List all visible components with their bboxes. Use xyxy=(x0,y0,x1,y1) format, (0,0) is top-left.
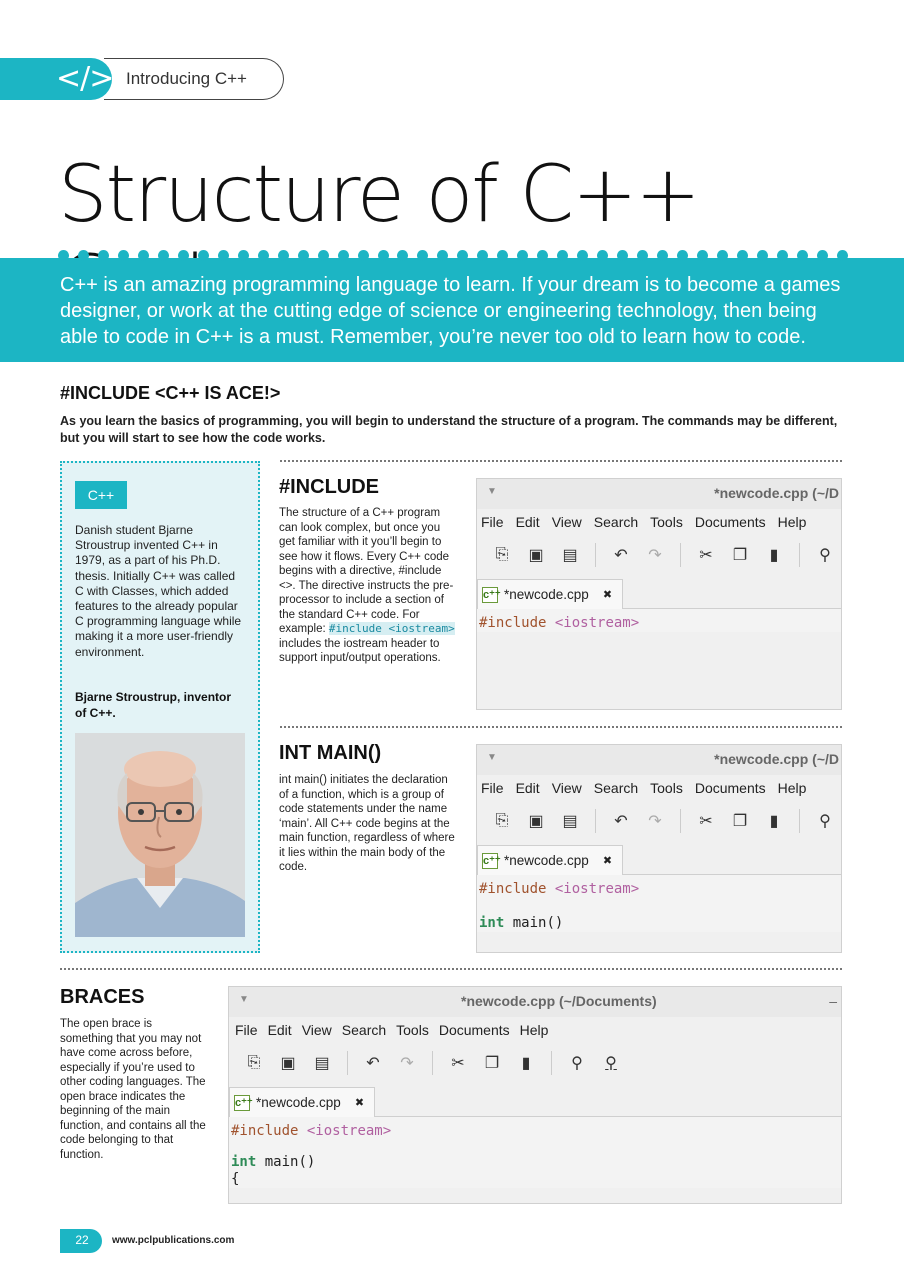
open-icon[interactable]: ▣ xyxy=(528,547,544,564)
open-icon[interactable]: ▣ xyxy=(280,1055,296,1072)
section-intro: As you learn the basics of programming, you will begin to understand the structure of a program. The commands may be different, but you will start to see how the code works. xyxy=(60,414,838,445)
copy-icon[interactable]: ❐ xyxy=(484,1055,500,1072)
menu-bar xyxy=(229,1017,841,1043)
menu-bar xyxy=(477,775,841,801)
save-icon[interactable]: ▤ xyxy=(314,1055,330,1072)
menu-file[interactable]: File xyxy=(481,780,504,796)
include-code-highlight: #include <iostream> xyxy=(328,622,455,635)
editor-window-main xyxy=(476,744,842,953)
undo-icon[interactable]: ↶ xyxy=(614,547,628,564)
menu-view[interactable]: View xyxy=(551,514,582,530)
close-icon[interactable]: ✖ xyxy=(602,589,613,601)
divider xyxy=(60,968,842,970)
menu-edit[interactable]: Edit xyxy=(515,780,540,796)
file-tab[interactable] xyxy=(477,845,623,875)
cpp-file-icon: c⁺⁺ xyxy=(483,588,501,601)
menu-help[interactable]: Help xyxy=(519,1022,549,1038)
file-tab[interactable] xyxy=(229,1087,375,1117)
new-document-icon[interactable]: ⎘ xyxy=(247,1054,261,1071)
search-icon[interactable]: ⚲ xyxy=(819,547,831,564)
section-label: Introducing C++ xyxy=(126,69,247,88)
menu-documents[interactable]: Documents xyxy=(438,1022,510,1038)
braces-text: The open brace is something that you may not have come across before, especially if you’re used to other coding languages. The open brace indicates the beginning of the main function, and contains all the code belonging to that function. xyxy=(60,1018,206,1161)
banner-dots xyxy=(58,250,848,264)
tab-label: *newcode.cpp xyxy=(504,853,589,868)
menu-file[interactable]: File xyxy=(481,514,504,530)
redo-icon[interactable]: ↷ xyxy=(400,1055,414,1072)
menu-search[interactable]: Search xyxy=(341,1022,387,1038)
editor-window-braces xyxy=(228,986,842,1204)
page-number: 22 xyxy=(75,1233,89,1247)
main-text: int main() initiates the declaration of a function, which is a group of code statements under the name ‘main’. All C++ code begins at the main function, regardless of where it lies within the main body of the code. xyxy=(279,774,455,873)
menu-view[interactable]: View xyxy=(301,1022,332,1038)
paste-icon[interactable]: ▮ xyxy=(521,1055,531,1072)
paste-icon[interactable]: ▮ xyxy=(769,813,779,830)
find-replace-icon[interactable]: ⚲ xyxy=(605,1055,617,1072)
paste-icon[interactable]: ▮ xyxy=(769,547,779,564)
toolbar xyxy=(229,1043,841,1083)
redo-icon[interactable]: ↷ xyxy=(648,547,662,564)
menu-tools[interactable]: Tools xyxy=(650,514,683,530)
window-title: *newcode.cpp (~/Documents) xyxy=(461,993,657,1009)
undo-icon[interactable]: ↶ xyxy=(614,813,628,830)
menu-help[interactable]: Help xyxy=(777,780,807,796)
copy-icon[interactable]: ❐ xyxy=(732,813,748,830)
undo-icon[interactable]: ↶ xyxy=(366,1055,380,1072)
window-title: *newcode.cpp (~/D xyxy=(714,751,839,767)
sidebar-caption: Bjarne Stroustrup, inventor of C++. xyxy=(75,690,232,720)
divider xyxy=(280,460,842,462)
cpp-file-icon: c⁺⁺ xyxy=(483,854,501,867)
close-icon[interactable]: ✖ xyxy=(354,1097,365,1109)
tab-label: *newcode.cpp xyxy=(504,587,589,602)
menu-tools[interactable]: Tools xyxy=(650,780,683,796)
code-area[interactable]: #include <iostream> int main() xyxy=(477,875,841,932)
sidebar-text: Danish student Bjarne Stroustrup invented C++ in 1979, as a part of his Ph.D. thesis. Initially C++ was called C with Classes, which added features to the already popular C programming language while making it a more user-friendly environment. xyxy=(75,523,242,659)
window-menu-icon[interactable]: ▼ xyxy=(487,752,497,763)
search-icon[interactable]: ⚲ xyxy=(819,813,831,830)
menu-bar xyxy=(477,509,841,535)
section-heading: #INCLUDE <C++ IS ACE!> xyxy=(60,383,281,403)
window-title: *newcode.cpp (~/D xyxy=(714,485,839,501)
window-menu-icon[interactable]: ▼ xyxy=(239,994,249,1005)
include-heading: #INCLUDE xyxy=(279,476,380,498)
menu-file[interactable]: File xyxy=(235,1022,258,1038)
portrait-image xyxy=(75,733,245,937)
toolbar xyxy=(477,535,841,575)
cut-icon[interactable]: ✂ xyxy=(451,1055,465,1072)
copy-icon[interactable]: ❐ xyxy=(732,547,748,564)
main-heading: INT MAIN() xyxy=(279,742,382,764)
menu-edit[interactable]: Edit xyxy=(515,514,540,530)
minimize-button[interactable]: – xyxy=(829,993,837,1009)
sidebar-tag: C++ xyxy=(75,481,127,509)
footer-url[interactable]: www.pclpublications.com xyxy=(112,1235,235,1246)
menu-search[interactable]: Search xyxy=(593,780,639,796)
redo-icon[interactable]: ↷ xyxy=(648,813,662,830)
file-tab[interactable] xyxy=(477,579,623,609)
cut-icon[interactable]: ✂ xyxy=(699,813,713,830)
cpp-file-icon: c⁺⁺ xyxy=(235,1096,253,1109)
code-area[interactable]: #include <iostream> xyxy=(477,609,841,632)
editor-window-include xyxy=(476,478,842,710)
menu-tools[interactable]: Tools xyxy=(396,1022,429,1038)
code-area[interactable]: #include <iostream> int main() { xyxy=(229,1117,841,1188)
divider xyxy=(280,726,842,728)
close-icon[interactable]: ✖ xyxy=(602,855,613,867)
banner-text: C++ is an amazing programming language to learn. If your dream is to become a games designer, or work at the cutting edge of science or engineering technology, then being able to code in C++ is a must. Remember, you’re never too old to learn how to code. xyxy=(60,274,841,348)
code-brackets-icon: </> xyxy=(56,61,114,96)
save-icon[interactable]: ▤ xyxy=(562,813,578,830)
braces-heading: BRACES xyxy=(60,986,145,1008)
new-document-icon[interactable]: ⎘ xyxy=(495,812,509,829)
toolbar xyxy=(477,801,841,841)
window-menu-icon[interactable]: ▼ xyxy=(487,486,497,497)
new-document-icon[interactable]: ⎘ xyxy=(495,546,509,563)
cut-icon[interactable]: ✂ xyxy=(699,547,713,564)
menu-edit[interactable]: Edit xyxy=(267,1022,292,1038)
tab-label: *newcode.cpp xyxy=(256,1095,341,1110)
menu-help[interactable]: Help xyxy=(777,514,807,530)
save-icon[interactable]: ▤ xyxy=(562,547,578,564)
menu-search[interactable]: Search xyxy=(593,514,639,530)
include-text: The structure of a C++ program can look complex, but once you get familiar with it you’ll begin to see how it flows. Every C++ code begins with a directive, #include <>. The directive instructs the pre-processor to include a section of the standard C++ code. For example: #include <iostream> includes the iostream header to support input/output operations. xyxy=(279,507,455,664)
page-title: Structure of C++ xyxy=(58,150,699,240)
menu-view[interactable]: View xyxy=(551,780,582,796)
menu-documents[interactable]: Documents xyxy=(694,780,766,796)
open-icon[interactable]: ▣ xyxy=(528,813,544,830)
menu-documents[interactable]: Documents xyxy=(694,514,766,530)
search-icon[interactable]: ⚲ xyxy=(571,1055,583,1072)
